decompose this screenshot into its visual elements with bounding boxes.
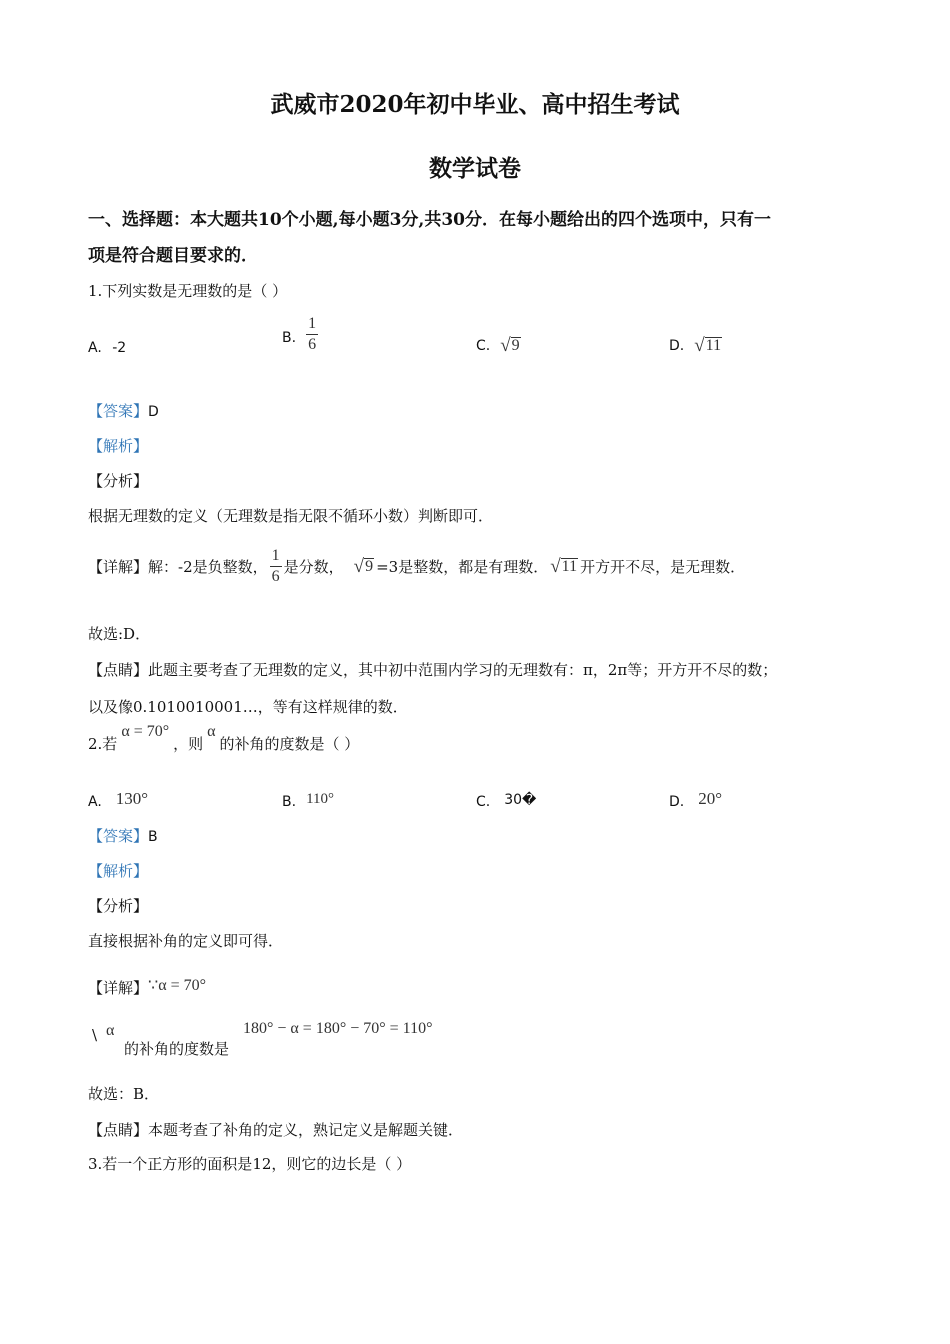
exam-subtitle: 数学试卷: [429, 155, 521, 182]
radical-sign-icon: √: [694, 335, 705, 356]
q1-option-c: [476, 336, 521, 355]
q1-comment-tag: 【点睛】: [88, 661, 149, 679]
q1-option-c-label: C.: [476, 337, 491, 354]
q1-comment-line2: 以及像0.1010010001…，等有这样规律的数．: [88, 698, 408, 716]
radical-sign-icon: √: [353, 556, 365, 577]
exam-title: 武威市2020年初中毕业、高中招生考试: [270, 91, 680, 118]
q2-stem-alpha: α: [207, 722, 216, 740]
q2-option-d-label: D.: [669, 794, 685, 810]
q2-stem-suffix: 的补角的度数是（ ）: [219, 735, 360, 753]
q2-option-b-value: 110°: [306, 790, 335, 807]
radical-sign-icon: √: [550, 556, 561, 577]
q1-option-c-radicand: 9: [511, 337, 520, 355]
q1-option-d-label: D.: [669, 337, 685, 354]
q1-comment: [88, 659, 777, 680]
q2-stem: [88, 722, 360, 754]
q1-option-d-radicand: 11: [705, 337, 722, 355]
q2-option-c-value: 30�: [504, 792, 537, 808]
section-heading-line1: 一、选择题：本大题共10个小题,每小题3分,共30分．在每小题给出的四个选项中，只有一: [88, 210, 771, 230]
q2-option-b: [282, 788, 334, 810]
q2-fenxi-tag: 【分析】: [88, 897, 149, 915]
q2-fenxi-text: 直接根据补角的定义即可得．: [88, 932, 284, 950]
q2-stem-prefix: 2.若: [88, 735, 118, 753]
q2-analysis-tag: 【解析】: [88, 862, 149, 880]
q1-option-b-fraction: [306, 316, 318, 353]
q2-answer: [88, 825, 158, 846]
q1-detail-fraction: [270, 548, 282, 585]
q1-option-d: [669, 336, 722, 355]
q2-option-c-label: C.: [476, 794, 491, 810]
q1-choice: 故选:D．: [88, 625, 151, 643]
q1-answer-value: D: [148, 404, 159, 420]
q2-answer-value: B: [148, 829, 158, 845]
q2-comment-tag: 【点睛】: [88, 1121, 149, 1139]
section-heading-line2: 项是符合题目要求的．: [88, 246, 258, 266]
q1-detail-denominator: 6: [271, 568, 280, 585]
q1-fenxi-tag: 【分析】: [88, 472, 149, 490]
q1-option-a: [88, 340, 126, 356]
q2-alpha: α: [106, 1022, 115, 1039]
q2-detail-math: ∵α = 70°: [148, 976, 206, 994]
q1-detail-sqrt9-radicand: 9: [365, 558, 374, 576]
q1-option-a-label: A.: [88, 340, 102, 356]
q2-option-c: [476, 790, 536, 810]
q1-option-c-sqrt: [500, 336, 520, 355]
q2-supp-text: 的补角的度数是: [124, 1040, 230, 1058]
q2-stem-math1: α = 70°: [121, 722, 170, 740]
q3-stem: 3.若一个正方形的面积是12，则它的边长是（ ）: [88, 1155, 412, 1173]
q1-option-d-sqrt: [694, 336, 722, 355]
q1-detail: [88, 548, 745, 585]
q1-detail-part4: 开方开不尽，是无理数．: [580, 558, 746, 576]
q1-analysis-tag: 【解析】: [88, 437, 149, 455]
q2-option-d-value: 20°: [698, 789, 723, 808]
q1-answer: [88, 400, 159, 421]
q2-option-b-label: B.: [282, 794, 297, 810]
q1-option-b-denominator: 6: [308, 336, 317, 353]
q2-comment-text: 本题考查了补角的定义，熟记定义是解题关键．: [148, 1121, 464, 1139]
q2-stem-mid: ，则: [173, 735, 204, 753]
q2-option-a: [88, 788, 148, 810]
q1-comment-line1: 此题主要考查了无理数的定义，其中初中范围内学习的无理数有：π，2π等；开方开不尽的数；: [148, 661, 778, 679]
q1-detail-tag: 【详解】: [88, 558, 149, 576]
q1-detail-sqrt11: [550, 557, 578, 576]
q2-option-d: [669, 788, 722, 810]
q1-option-a-value: -2: [112, 340, 127, 356]
q1-detail-numerator: 1: [270, 548, 282, 567]
q2-backslash: \: [92, 1026, 98, 1044]
q2-choice: 故选：B．: [88, 1085, 160, 1103]
radical-sign-icon: √: [500, 335, 511, 356]
q1-option-b: [282, 316, 318, 353]
q2-option-a-label: A.: [88, 794, 102, 810]
q1-detail-sqrt9: [354, 557, 374, 576]
q1-detail-part3: =3是整数，都是有理数．: [376, 558, 549, 576]
q2-detail: [88, 977, 206, 998]
q1-detail-part2: 是分数，: [283, 558, 344, 576]
q1-answer-tag: 【答案】: [88, 402, 149, 420]
q1-fenxi-text: 根据无理数的定义（无理数是指无限不循环小数）判断即可．: [88, 507, 494, 525]
q1-stem: 1.下列实数是无理数的是（ ）: [88, 282, 288, 300]
q1-option-b-numerator: 1: [306, 316, 318, 335]
q2-detail-tag: 【详解】: [88, 979, 149, 997]
q2-supp-math: 180° − α = 180° − 70° = 110°: [243, 1020, 433, 1037]
q2-answer-tag: 【答案】: [88, 827, 149, 845]
q2-option-a-value: 130°: [115, 789, 149, 808]
q1-detail-part1: 解：-2是负整数，: [148, 558, 268, 576]
q1-option-b-label: B.: [282, 329, 297, 346]
q1-detail-sqrt11-radicand: 11: [561, 558, 578, 576]
q2-comment: [88, 1119, 463, 1140]
